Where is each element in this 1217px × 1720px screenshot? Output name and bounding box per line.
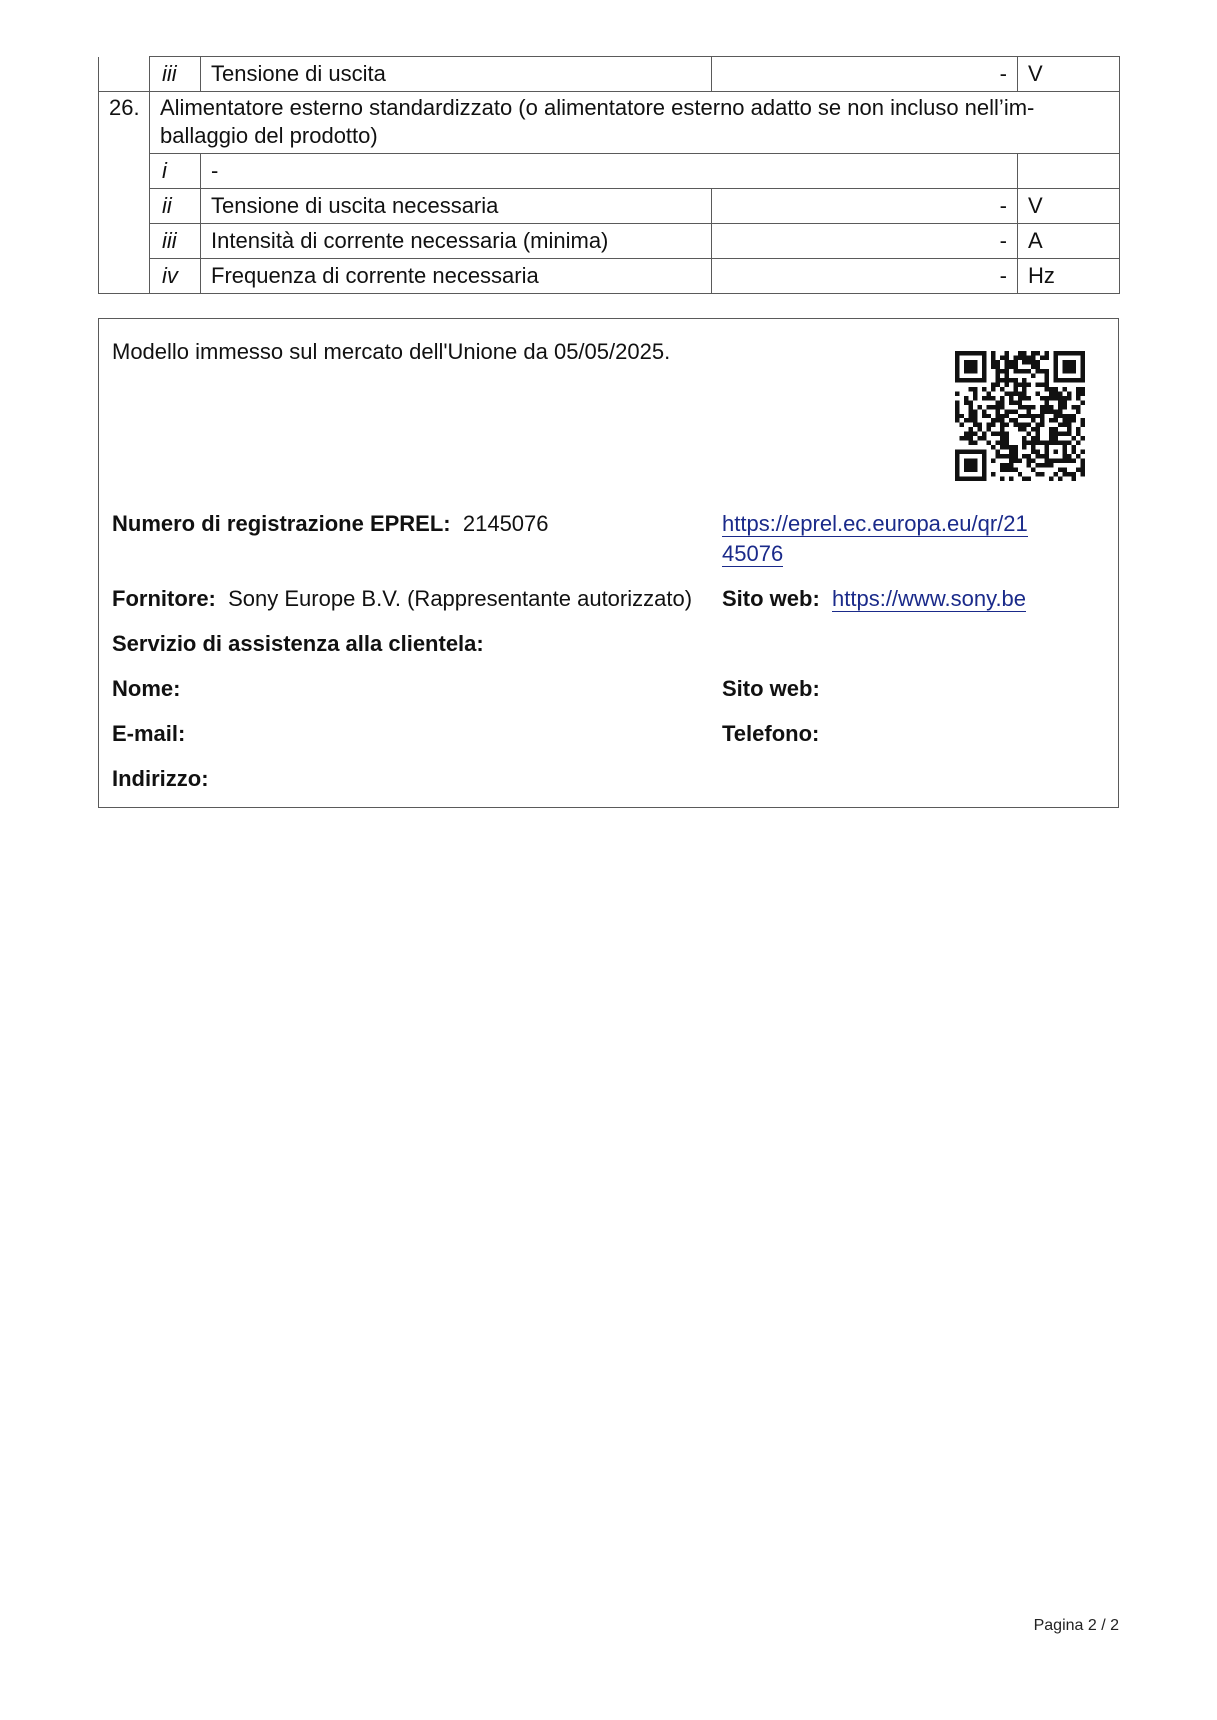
sub-index: iii [150,57,201,92]
table-row [99,57,1120,92]
sub-index: iv [150,259,201,294]
row-value: - [712,224,1018,259]
row-value: - [712,189,1018,224]
row-unit: V [1018,189,1120,224]
phone-label: Telefono: [722,721,820,746]
row-unit: V [1018,57,1120,92]
table-row [99,224,1120,259]
eprel-registration [112,509,549,539]
row-label: Tensione di uscita necessaria [201,189,712,224]
supplier-website [722,584,1026,614]
sub-index: i [150,154,201,189]
website-link[interactable]: https://www.sony.be [832,586,1027,611]
supplier-label: Fornitore: [112,586,216,611]
eprel-link[interactable]: https://eprel.ec.europa.eu/qr/21 [722,511,1028,536]
eprel-number: 2145076 [462,511,549,536]
row-value: - [712,57,1018,92]
group-title [150,92,1120,154]
eprel-url-line1 [722,509,1028,539]
cs-website-label: Sito web: [722,676,820,701]
row-label: Frequenza di corrente necessaria [201,259,712,294]
row-unit: Hz [1018,259,1120,294]
row-unit [1018,154,1120,189]
row-unit: A [1018,224,1120,259]
sub-index: ii [150,189,201,224]
page-number: Pagina 2 / 2 [1033,1617,1119,1634]
eprel-label: Numero di registrazione EPREL: [112,511,451,536]
row-value: - [712,259,1018,294]
eprel-link-continued[interactable]: 45076 [722,541,784,566]
table-row [99,259,1120,294]
row-label: Intensità di corrente necessaria (minima) [201,224,712,259]
customer-service-heading: Servizio di assistenza alla clientela: [112,631,484,656]
row-number-cell [99,57,150,92]
market-date-text: Modello immesso sul mercato dell'Unione da 05/05/2025. [112,339,671,364]
table-row [99,189,1120,224]
spec-table [98,56,1120,294]
table-row [99,154,1120,189]
table-row [99,92,1120,154]
row-label: Tensione di uscita [201,57,712,92]
row-number: 26. [99,92,150,294]
name-label: Nome: [112,676,181,701]
address-label: Indirizzo: [112,766,209,791]
supplier-info-box [98,318,1119,808]
eprel-url-line2 [722,539,783,569]
qr-code-icon[interactable] [955,351,1085,481]
email-label: E-mail: [112,721,186,746]
supplier-line [112,584,692,614]
row-label: - [201,154,1018,189]
sub-index: iii [150,224,201,259]
website-label: Sito web: [722,586,820,611]
group-title-line1: Alimentatore esterno standardizzato (o alimentatore esterno adatto se non incluso nell’im- [160,95,1035,120]
supplier-value: Sony Europe B.V. (Rappresentante autorizzato) [228,586,693,611]
group-title-line2: ballaggio del prodotto) [160,123,378,148]
